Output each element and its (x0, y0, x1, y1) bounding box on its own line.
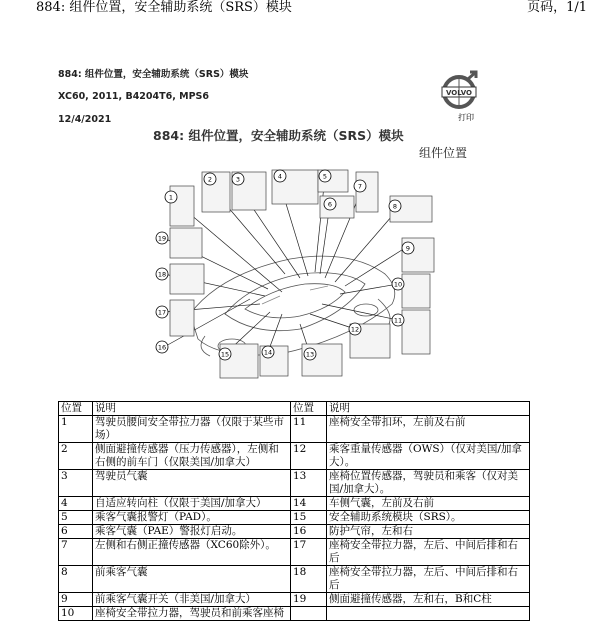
callout-label: 18 (157, 270, 167, 279)
section-heading: 组件位置 (419, 146, 468, 160)
table-cell: 安全辅助系统模块（SRS）。 (327, 511, 530, 525)
table-cell: 座椅安全带拉力器，左后、中间后排和右后 (327, 566, 530, 593)
callout-label: 1 (168, 193, 174, 202)
table-cell: 8 (59, 566, 93, 593)
volvo-logo (440, 70, 480, 110)
table-cell (291, 607, 327, 621)
table-cell: 侧面避撞传感器，左和右，B和C柱 (327, 593, 530, 607)
table-cell: 18 (291, 566, 327, 593)
callout-label: 10 (393, 280, 403, 289)
table-cell: 5 (59, 511, 93, 525)
callout-label: 7 (357, 182, 363, 191)
callout-label: 4 (277, 172, 283, 181)
table-cell: 13 (291, 470, 327, 497)
table-cell: 15 (291, 511, 327, 525)
column-header-description: 说明 (93, 402, 291, 416)
table-cell: 座椅位置传感器，驾驶员和乘客（仅对美国/加拿大）。 (327, 470, 530, 497)
callout-label: 19 (157, 234, 167, 243)
print-link[interactable]: 打印 (458, 113, 474, 122)
table-cell: 座椅安全带拉力器，左后、中间后排和右后 (327, 539, 530, 566)
table-cell (327, 607, 530, 621)
logo-wordmark: VOLVO (446, 89, 472, 97)
callout-label: 14 (263, 348, 273, 357)
table-cell: 自适应转向柱（仅限于美国/加拿大） (93, 497, 291, 511)
table-cell: 防护气帘，左和右 (327, 525, 530, 539)
table-cell: 驾驶员气囊 (93, 470, 291, 497)
table-cell: 12 (291, 443, 327, 470)
callout-label: 8 (392, 202, 398, 211)
column-header-description: 说明 (327, 402, 530, 416)
table-row (59, 566, 530, 593)
callout-label: 3 (235, 175, 241, 184)
table-cell: 座椅安全带扣环，左前及右前 (327, 416, 530, 443)
table-cell: 前乘客气囊开关（非美国/加拿大） (93, 593, 291, 607)
callout-label: 15 (220, 350, 230, 359)
table-cell: 乘客气囊报警灯（PAD）。 (93, 511, 291, 525)
callout-label: 9 (405, 244, 411, 253)
table-row (59, 539, 530, 566)
callout-label: 2 (207, 175, 213, 184)
table-cell: 乘客气囊（PAE）警报灯启动。 (93, 525, 291, 539)
table-cell: 2 (59, 443, 93, 470)
table-cell: 19 (291, 593, 327, 607)
table-cell: 座椅安全带拉力器，驾驶员和前乘客座椅 (93, 607, 291, 621)
table-row (59, 443, 530, 470)
table-cell: 7 (59, 539, 93, 566)
table-header-row (59, 402, 530, 416)
callout-label: 17 (157, 308, 167, 317)
component-location-diagram (150, 164, 442, 388)
table-cell: 1 (59, 416, 93, 443)
print-header-title: 884: 组件位置，安全辅助系统（SRS）模块 (36, 0, 292, 15)
table-row (59, 511, 530, 525)
table-cell: 侧面避撞传感器（压力传感器），左侧和右侧的前车门（仅限美国/加拿大） (93, 443, 291, 470)
column-header-position: 位置 (291, 402, 327, 416)
table-row (59, 497, 530, 511)
column-header-position: 位置 (59, 402, 93, 416)
print-header (0, 0, 607, 14)
callout-label: 13 (305, 350, 315, 359)
page-number: 页码，1/1 (527, 0, 587, 15)
callout-label: 12 (350, 325, 360, 334)
table-row (59, 525, 530, 539)
table-cell: 11 (291, 416, 327, 443)
table-row (59, 470, 530, 497)
page-heading: 884: 组件位置，安全辅助系统（SRS）模块 (153, 128, 404, 143)
table-cell: 14 (291, 497, 327, 511)
table-row (59, 416, 530, 443)
table-cell: 左侧和右侧正撞传感器（XC60除外）。 (93, 539, 291, 566)
callout-label: 5 (322, 172, 328, 181)
table-cell: 16 (291, 525, 327, 539)
table-cell: 车侧气囊，左前及右前 (327, 497, 530, 511)
component-table (58, 401, 530, 621)
table-cell: 3 (59, 470, 93, 497)
table-cell: 乘客重量传感器（OWS）（仅对美国/加拿大）。 (327, 443, 530, 470)
table-cell: 前乘客气囊 (93, 566, 291, 593)
table-cell: 9 (59, 593, 93, 607)
table-cell: 驾驶员腰间安全带拉力器（仅限于某些市场） (93, 416, 291, 443)
callout-label: 11 (393, 316, 403, 325)
table-cell: 17 (291, 539, 327, 566)
table-row (59, 593, 530, 607)
table-cell: 6 (59, 525, 93, 539)
callout-label: 16 (157, 343, 167, 352)
table-row (59, 607, 530, 621)
vehicle-info: XC60, 2011, B4204T6, MPS6 (58, 91, 210, 102)
document-title: 884: 组件位置，安全辅助系统（SRS）模块 (58, 69, 249, 80)
callout-label: 6 (327, 200, 333, 209)
document-date: 12/4/2021 (58, 114, 112, 125)
table-cell: 10 (59, 607, 93, 621)
table-cell: 4 (59, 497, 93, 511)
